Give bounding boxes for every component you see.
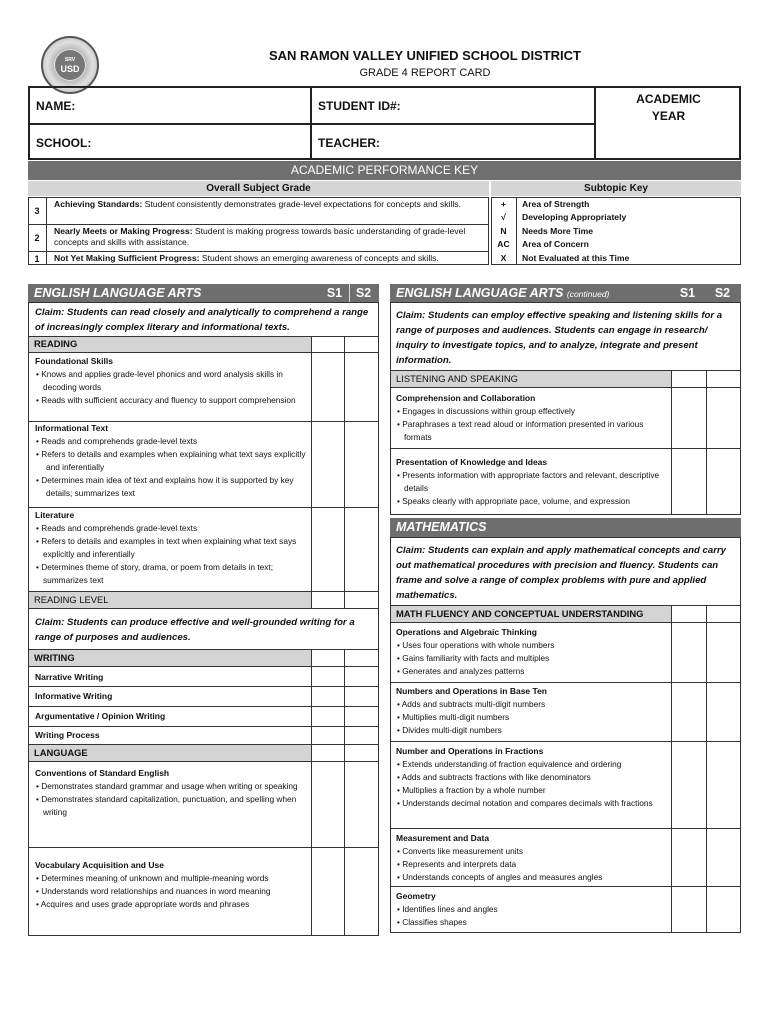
subtopic-symbol: +	[500, 199, 507, 209]
subtopic-key-header: Subtopic Key	[491, 181, 741, 196]
fractions-block	[396, 745, 668, 810]
ela2-s2-label: S2	[714, 286, 731, 300]
reading-level-header: READING LEVEL	[29, 592, 311, 608]
logo-text: USD	[60, 64, 80, 74]
measurement-label: Measurement and Data	[396, 833, 490, 843]
list-item: • Adds and subtracts multi-digit numbers	[397, 699, 546, 709]
list-item: • Refers to details and examples when explaining what text says explicitly and inferentially	[36, 449, 306, 472]
overall-grade-header: Overall Subject Grade	[28, 181, 489, 196]
list-item: • Understands concepts of angles and measures angles	[397, 872, 603, 882]
comprehension-block	[396, 392, 668, 444]
ela-s1-label: S1	[326, 286, 343, 300]
report-card-subtitle: GRADE 4 REPORT CARD	[359, 67, 491, 79]
subtopic-description: Needs More Time	[522, 225, 594, 236]
geometry-block	[396, 890, 668, 929]
vocabulary-block	[35, 859, 310, 911]
list-item: • Demonstrates standard capitalization, punctuation, and spelling when writing	[36, 794, 297, 817]
math-fluency-header: MATH FLUENCY AND CONCEPTUAL UNDERSTANDING	[391, 606, 671, 622]
subtopic-key-row	[491, 225, 741, 238]
ela-title: ENGLISH LANGUAGE ARTS	[34, 286, 202, 300]
informative-writing-label: Informative Writing	[35, 691, 113, 701]
grade-1-description: Not Yet Making Sufficient Progress: Student shows an emerging awareness of concepts and skills.	[54, 253, 439, 263]
informational-text-label: Informational Text	[35, 423, 109, 433]
grade-2-description: Nearly Meets or Making Progress: Student is making progress towards basic understanding of grade-level concepts and skills with assistance.	[54, 226, 466, 247]
list-item: • Identifies lines and angles	[397, 904, 498, 914]
ela-reading-claim: Claim: Students can read closely and analytically to comprehend a range of increasingly complex literary and informational texts.	[35, 307, 369, 333]
geometry-label: Geometry	[396, 891, 436, 901]
grade-3-number: 3	[34, 206, 40, 216]
subtopic-key-row	[491, 211, 741, 224]
reading-header: READING	[29, 336, 311, 352]
academic-year-label	[596, 91, 741, 125]
list-item: • Understands word relationships and nuances in word meaning	[36, 886, 271, 896]
presentation-label: Presentation of Knowledge and Ideas	[396, 457, 548, 467]
list-item: • Classifies shapes	[397, 917, 467, 927]
language-header: LANGUAGE	[29, 745, 311, 761]
writing-header: WRITING	[29, 650, 311, 666]
math-claim: Claim: Students can explain and apply mathematical concepts and carry out mathematical procedures with precision and fluency. Students can frame and solve a range of complex problems with pure and applied mathematics.	[396, 545, 727, 601]
narrative-writing-label: Narrative Writing	[35, 672, 104, 682]
logo-sub-text: SRV	[64, 57, 76, 63]
list-item: • Reads and comprehends grade-level texts	[36, 436, 198, 446]
district-title: SAN RAMON VALLEY UNIFIED SCHOOL DISTRICT	[268, 48, 581, 63]
math-section-header	[390, 518, 741, 537]
oat-block	[396, 626, 668, 678]
listening-speaking-header: LISTENING AND SPEAKING	[391, 371, 671, 387]
conventions-block	[35, 767, 305, 819]
list-item: • Presents information with appropriate factors and relevant, descriptive details	[397, 470, 660, 493]
math-title: MATHEMATICS	[396, 520, 487, 534]
performance-key-title: ACADEMIC PERFORMANCE KEY	[28, 161, 741, 180]
subtopic-key-row	[491, 198, 741, 211]
nbt-label: Numbers and Operations in Base Ten	[396, 686, 547, 696]
list-item: • Speaks clearly with appropriate pace, volume, and expression	[397, 496, 631, 506]
academic-text: ACADEMIC	[636, 92, 701, 106]
vocabulary-label: Vocabulary Acquisition and Use	[35, 860, 164, 870]
list-item: • Uses four operations with whole numbers	[397, 640, 555, 650]
list-item: • Reads with sufficient accuracy and fluency to support comprehension	[36, 395, 296, 405]
list-item: • Gains familiarity with facts and multiples	[397, 653, 550, 663]
list-item: • Understands decimal notation and compares decimals with fractions	[397, 798, 653, 808]
school-label: SCHOOL:	[36, 136, 92, 150]
oat-label: Operations and Algebraic Thinking	[396, 627, 537, 637]
comprehension-label: Comprehension and Collaboration	[396, 393, 536, 403]
list-item: • Demonstrates standard grammar and usage when writing or speaking	[36, 781, 298, 791]
ela-continued-title: ENGLISH LANGUAGE ARTS (continued)	[396, 286, 610, 300]
presentation-block	[396, 456, 668, 508]
list-item: • Engages in discussions within group effectively	[397, 406, 576, 416]
grade-1-number: 1	[34, 254, 40, 264]
list-item: • Generates and analyzes patterns	[397, 666, 525, 676]
year-text: YEAR	[651, 109, 686, 123]
subtopic-key-row	[491, 252, 741, 265]
teacher-label: TEACHER:	[318, 136, 380, 150]
fractions-label: Number and Operations in Fractions	[396, 746, 544, 756]
measurement-block	[396, 832, 668, 884]
list-item: • Determines theme of story, drama, or poem from details in text; summarizes text	[36, 562, 273, 585]
list-item: • Extends understanding of fraction equivalence and ordering	[397, 759, 622, 769]
subtopic-symbol: N	[500, 225, 507, 236]
ela-continued-header	[390, 284, 741, 302]
subtopic-description: Area of Concern	[522, 239, 589, 250]
literature-block	[35, 509, 305, 587]
list-item: • Determines meaning of unknown and multiple-meaning words	[36, 873, 269, 883]
nbt-block	[396, 685, 668, 737]
list-item: • Refers to details and examples in text when explaining what text says explicitly and inferentially	[36, 536, 297, 559]
foundational-skills-label: Foundational Skills	[35, 356, 113, 366]
ela-s2-label: S2	[355, 286, 372, 300]
ela2-s1-label: S1	[679, 286, 696, 300]
continued-label: (continued)	[566, 289, 610, 299]
subtopic-symbol: X	[500, 252, 507, 263]
subtopic-symbol: AC	[497, 239, 510, 250]
subtopic-description: Not Evaluated at this Time	[522, 252, 630, 263]
list-item: • Paraphrases a text read aloud or information presented in various formats	[397, 419, 644, 442]
informational-text-block	[35, 422, 307, 500]
list-item: • Knows and applies grade-level phonics and word analysis skills in decoding words	[36, 369, 283, 392]
conventions-label: Conventions of Standard English	[35, 768, 170, 778]
ela-writing-claim: Claim: Students can produce effective and well-grounded writing for a range of purposes and audiences.	[35, 617, 355, 643]
list-item: • Multiplies multi-digit numbers	[397, 712, 510, 722]
grade-2-number: 2	[34, 233, 40, 243]
writing-process-label: Writing Process	[35, 730, 100, 740]
subtopic-key-row	[491, 238, 741, 251]
list-item: • Adds and subtracts fractions with like denominators	[397, 772, 591, 782]
grade-3-description: Achieving Standards: Student consistently demonstrates grade-level expectations for concepts and skills.	[54, 199, 461, 209]
list-item: • Acquires and uses grade appropriate words and phrases	[36, 899, 250, 909]
list-item: • Multiplies a fraction by a whole number	[397, 785, 546, 795]
list-item: • Converts like measurement units	[397, 846, 524, 856]
list-item: • Determines main idea of text and explains how it is supported by key details; summarizes text	[36, 475, 294, 498]
subtopic-description: Area of Strength	[522, 199, 590, 209]
list-item: • Divides multi-digit numbers	[397, 725, 502, 735]
literature-label: Literature	[35, 510, 75, 520]
subtopic-symbol: √	[501, 212, 506, 223]
ela-section-header	[28, 284, 379, 302]
argumentative-writing-label: Argumentative / Opinion Writing	[35, 711, 166, 721]
list-item: • Represents and interprets data	[397, 859, 517, 869]
foundational-skills-block	[35, 355, 305, 407]
subtopic-description: Developing Appropriately	[522, 212, 627, 223]
name-label: NAME:	[36, 99, 76, 113]
list-item: • Reads and comprehends grade-level texts	[36, 523, 198, 533]
ela-speaking-claim: Claim: Students can employ effective speaking and listening skills for a range of purposes and audiences. Students can engage in research/ inquiry to investigate topics, and to analyze, integrate and present information.	[396, 310, 723, 366]
student-id-label: STUDENT ID#:	[318, 99, 401, 113]
